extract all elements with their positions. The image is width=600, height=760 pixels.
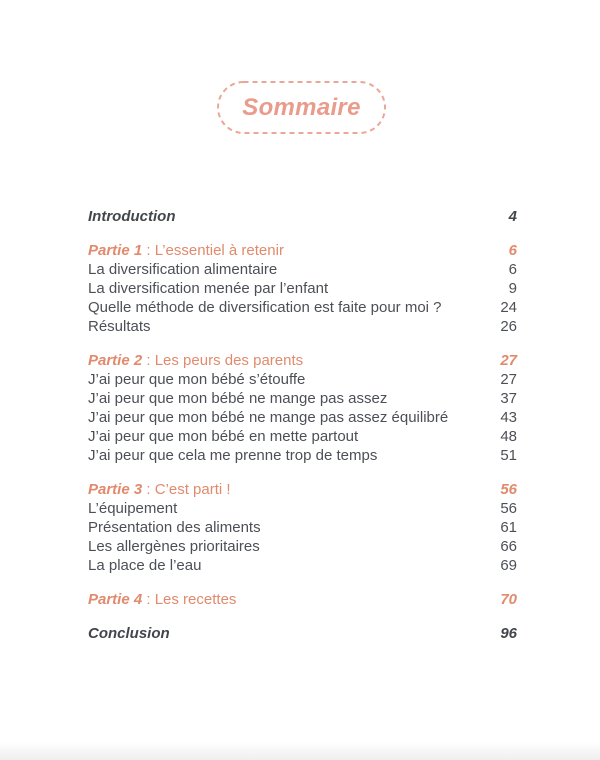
- toc-entry-page-number: 51: [500, 447, 517, 464]
- toc-row-item: [88, 370, 517, 389]
- toc-entry-page-number: 4: [508, 208, 517, 225]
- toc-entry-page-number: 27: [500, 352, 517, 369]
- toc-row-part: [88, 241, 517, 260]
- toc-row-item: [88, 556, 517, 575]
- toc-entry-label: J’ai peur que mon bébé s’étouffe: [88, 371, 306, 388]
- toc-row-item: [88, 427, 517, 446]
- toc-entry-label: Partie 1 : L’essentiel à retenir: [88, 242, 284, 259]
- toc-entry-page-number: 24: [500, 299, 517, 316]
- toc-row-intro: [88, 207, 517, 226]
- toc-entry-label: J’ai peur que mon bébé ne mange pas assez: [88, 390, 388, 407]
- toc-entry-label: Résultats: [88, 318, 151, 335]
- toc-entry-page-number: 61: [500, 519, 517, 536]
- toc-row-part: [88, 590, 517, 609]
- toc-part-prefix: Partie 3: [88, 481, 143, 498]
- toc-row-item: [88, 317, 517, 336]
- toc-row-item: [88, 499, 517, 518]
- toc-entry-page-number: 96: [500, 625, 517, 642]
- toc-entry-label: Quelle méthode de diversification est faite pour moi ?: [88, 299, 442, 316]
- toc-list: [88, 207, 517, 643]
- toc-entry-label: J’ai peur que cela me prenne trop de temps: [88, 447, 378, 464]
- toc-entry-label: La diversification alimentaire: [88, 261, 278, 278]
- toc-entry-page-number: 56: [500, 500, 517, 517]
- toc-row-item: [88, 279, 517, 298]
- toc-entry-label: Conclusion: [88, 625, 170, 642]
- toc-entry-label: Introduction: [88, 208, 176, 225]
- toc-row-item: [88, 537, 517, 556]
- toc-row-part: [88, 351, 517, 370]
- toc-entry-page-number: 48: [500, 428, 517, 445]
- toc-part-prefix: Partie 1: [88, 242, 143, 259]
- toc-part-prefix: Partie 2: [88, 352, 143, 369]
- toc-entry-page-number: 69: [500, 557, 517, 574]
- toc-entry-label: La place de l’eau: [88, 557, 202, 574]
- toc-row-item: [88, 389, 517, 408]
- toc-row-part: [88, 480, 517, 499]
- toc-entry-page-number: 37: [500, 390, 517, 407]
- page-edge-shadow: [0, 742, 600, 760]
- toc-row-item: [88, 260, 517, 279]
- toc-entry-page-number: 56: [500, 481, 517, 498]
- toc-entry-label: Partie 3 : C’est parti !: [88, 481, 231, 498]
- toc-entry-page-number: 26: [500, 318, 517, 335]
- sommaire-badge: [217, 81, 386, 134]
- toc-entry-label: J’ai peur que mon bébé en mette partout: [88, 428, 359, 445]
- toc-entry-label: Présentation des aliments: [88, 519, 261, 536]
- toc-entry-page-number: 6: [508, 261, 517, 278]
- page-title: Sommaire: [242, 93, 361, 121]
- toc-entry-page-number: 6: [508, 242, 517, 259]
- toc-entry-page-number: 70: [500, 591, 517, 608]
- toc-entry-label: Partie 4 : Les recettes: [88, 591, 237, 608]
- toc-row-conclusion: [88, 624, 517, 643]
- toc-entry-label: J’ai peur que mon bébé ne mange pas assez équilibré: [88, 409, 449, 426]
- toc-entry-label: Les allergènes prioritaires: [88, 538, 260, 555]
- toc-entry-label: L’équipement: [88, 500, 178, 517]
- toc-row-item: [88, 408, 517, 427]
- toc-entry-label: La diversification menée par l’enfant: [88, 280, 329, 297]
- toc-entry-page-number: 43: [500, 409, 517, 426]
- toc-entry-label: Partie 2 : Les peurs des parents: [88, 352, 304, 369]
- toc-row-item: [88, 446, 517, 465]
- toc-entry-page-number: 66: [500, 538, 517, 555]
- toc-row-item: [88, 518, 517, 537]
- toc-part-prefix: Partie 4: [88, 591, 143, 608]
- toc-row-item: [88, 298, 517, 317]
- toc-entry-page-number: 9: [508, 280, 517, 297]
- toc-entry-page-number: 27: [500, 371, 517, 388]
